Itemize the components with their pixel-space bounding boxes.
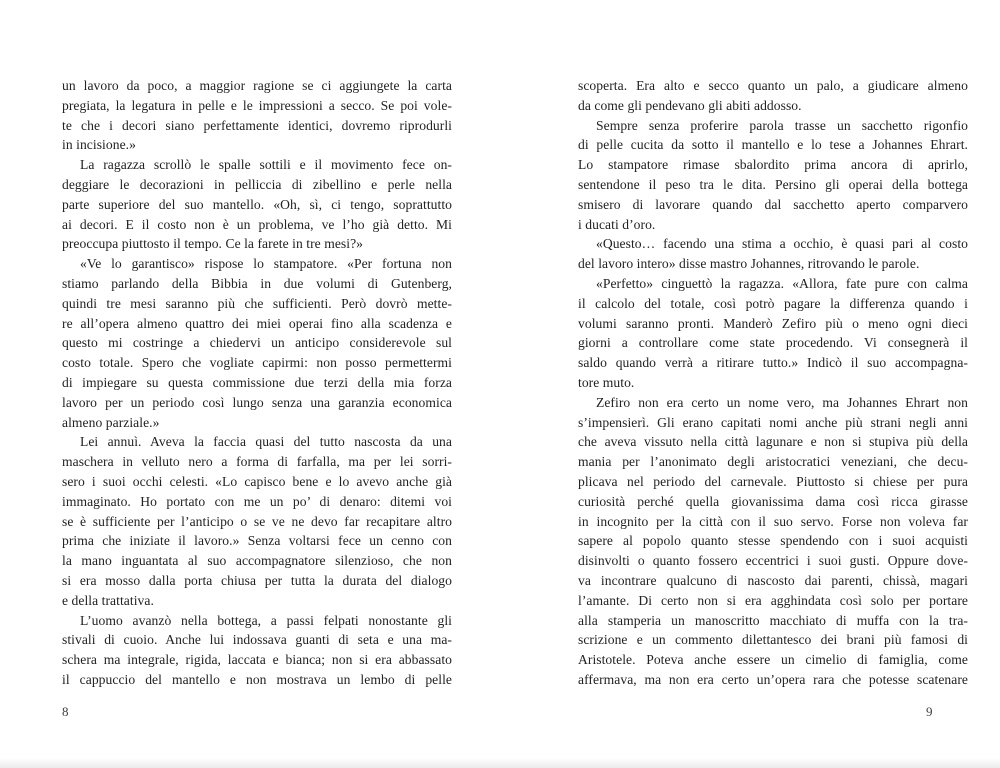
text-line: smisero di lavorare quando dal sacchetto aperto comparvero [578, 196, 968, 212]
text-line: «Questo… facendo una stima a occhio, è quasi pari al costo [596, 236, 968, 252]
text-line: scrizione e un commento dilettantesco dei brani più famosi di [578, 632, 968, 648]
text-line: questo mi costringe a chiedervi un anticipo considerevole sul [62, 335, 452, 351]
text-line: in incisione.» [62, 137, 136, 153]
text-line: immaginato. Ho portato con me un po’ di denaro: ditemi voi [62, 493, 452, 509]
text-line: saldo quando verrà a ritirare tutto.» Indicò il suo accompagna- [578, 355, 968, 371]
text-line: mania per l’anonimato degli aristocratici veneziani, che decu- [578, 454, 968, 470]
text-line: ai decori. E il costo non è un problema, ve l’ho già detto. Mi [62, 216, 452, 232]
text-line: pregiata, la legatura in pelle e le impressioni a secco. Se poi vole- [62, 97, 452, 113]
text-line: stivali di cuoio. Anche lui indossava guanti di seta e una ma- [62, 632, 452, 648]
text-line: alla stamperia un manoscritto macchiato di muffa con la tra- [578, 612, 968, 628]
text-line: di pelle cucita da sotto il mantello e lo tese a Johannes Ehrart. [578, 137, 968, 153]
text-line: preoccupa piuttosto il tempo. Ce la farete in tre mesi?» [62, 236, 364, 252]
text-line: curiosità perché quella giovanissima dama così ricca girasse [578, 493, 968, 509]
text-line: giorni a controllare come state procedendo. Vi consegnerà il [578, 335, 968, 351]
text-line: del lavoro intero» disse mastro Johannes, ritrovando le parole. [578, 256, 920, 272]
text-line: prima che iniziate il lavoro.» Senza voltarsi fece un cenno con [62, 533, 452, 549]
text-line: re all’opera almeno quattro dei miei operai fino alla scadenza e [62, 315, 452, 331]
text-line: disinvolti o quanto fossero eccentrici i suoi gusti. Oppure dove- [578, 553, 968, 569]
text-line: Lei annuì. Aveva la faccia quasi del tutto nascosta da una [80, 434, 452, 450]
text-line: La ragazza scrollò le spalle sottili e il movimento fece on- [80, 157, 452, 173]
text-line: affermava, ma non era certo un’opera rara che potesse scatenare [578, 671, 968, 687]
text-line: Sempre senza proferire parola trasse un sacchetto rigonfio [596, 117, 968, 133]
page-left-text [62, 76, 452, 690]
text-line: i ducati d’oro. [578, 216, 656, 232]
text-line: un lavoro da poco, a maggior ragione se ci aggiungete la carta [62, 78, 452, 93]
page-left [62, 76, 452, 736]
text-line: deggiare le decorazioni in pelliccia di zibellino e perle nella [62, 176, 452, 192]
text-line: volumi saranno pronti. Manderò Zefiro più o meno ogni dieci [578, 315, 968, 331]
text-line: stiamo parlando della Bibbia in due volumi di Gutenberg, [62, 275, 452, 291]
text-line: in incognito per la città con il suo servo. Forse non voleva far [578, 513, 968, 529]
text-line: s’impensierì. Gli erano capitati nomi anche più strani negli anni [578, 414, 968, 430]
text-line: se è sufficiente per l’anticipo o se ve ne devo far recapitare altro [62, 513, 452, 529]
text-line: e della trattativa. [62, 592, 154, 608]
text-line: Zefiro non era certo un nome vero, ma Johannes Ehrart non [596, 394, 968, 410]
page-right-text [578, 76, 968, 690]
text-line: parte superiore del suo mantello. «Oh, sì, ci tengo, soprattutto [62, 196, 452, 212]
text-line: il calcolo del totale, così potrò pagare la differenza quando i [578, 295, 968, 311]
text-line: «Ve lo garantisco» rispose lo stampatore. «Per fortuna non [80, 256, 452, 272]
scan-bottom-shadow [0, 758, 1000, 768]
text-line: tore muto. [578, 374, 635, 390]
text-line: si era mosso dalla porta chiusa per tutta la durata del dialogo [62, 572, 452, 588]
text-line: maschera in velluto nero a forma di farfalla, ma per lei sorri- [62, 454, 452, 470]
text-line: il cappuccio del mantello e non mostrava un lembo di pelle [62, 671, 452, 687]
text-line: sero i suoi occhi celesti. «Lo capisco bene e lo avevo anche già [62, 473, 452, 489]
text-line: L’uomo avanzò nella bottega, a passi felpati nonostante gli [80, 612, 452, 628]
page-number-right: 9 [926, 704, 933, 719]
text-line: plicava nel periodo del carnevale. Piuttosto si chiese per pura [578, 473, 968, 489]
text-line: l’amante. Di certo non si era agghindata così solo per portare [578, 592, 968, 608]
page-number-left: 8 [62, 704, 69, 719]
text-line: costo totale. Spero che vogliate capirmi: non posso permettermi [62, 355, 452, 371]
text-line: Aristotele. Poteva anche essere un cimelio di famiglia, come [578, 652, 968, 668]
text-line: va incontrare qualcuno di nascosto dai parenti, chissà, magari [578, 572, 968, 588]
text-line: lavoro per un periodo così lungo senza una garanzia economica [62, 394, 452, 410]
text-line: la mano inguantata al suo accompagnatore silenzioso, che non [62, 553, 452, 569]
text-line: schera ma integrale, rigida, laccata e bianca; non si era abbassato [62, 652, 452, 668]
text-line: te che i decori siano perfettamente identici, dovremo riprodurli [62, 117, 452, 133]
text-line: sapere al popolo quanto stesse spendendo con i suoi acquisti [578, 533, 968, 549]
text-line: sentendone il peso tra le dita. Persino gli operai della bottega [578, 176, 968, 192]
text-line: almeno parziale.» [62, 414, 160, 430]
text-line: di impiegare su questa commissione due terzi della mia forza [62, 374, 452, 390]
text-line: scoperta. Era alto e secco quanto un palo, a giudicare almeno [578, 78, 968, 93]
text-line: «Perfetto» cinguettò la ragazza. «Allora, fate pure con calma [596, 275, 968, 291]
page-right [578, 76, 968, 736]
text-line: che aveva vissuto nella città lagunare e non si stupiva più della [578, 434, 968, 450]
text-line: Lo stampatore rimase sbalordito prima ancora di aprirlo, [578, 157, 968, 173]
text-line: da come gli pendevano gli abiti addosso. [578, 97, 802, 113]
text-line: quindi tre mesi saranno più che sufficienti. Però dovrò mette- [62, 295, 452, 311]
